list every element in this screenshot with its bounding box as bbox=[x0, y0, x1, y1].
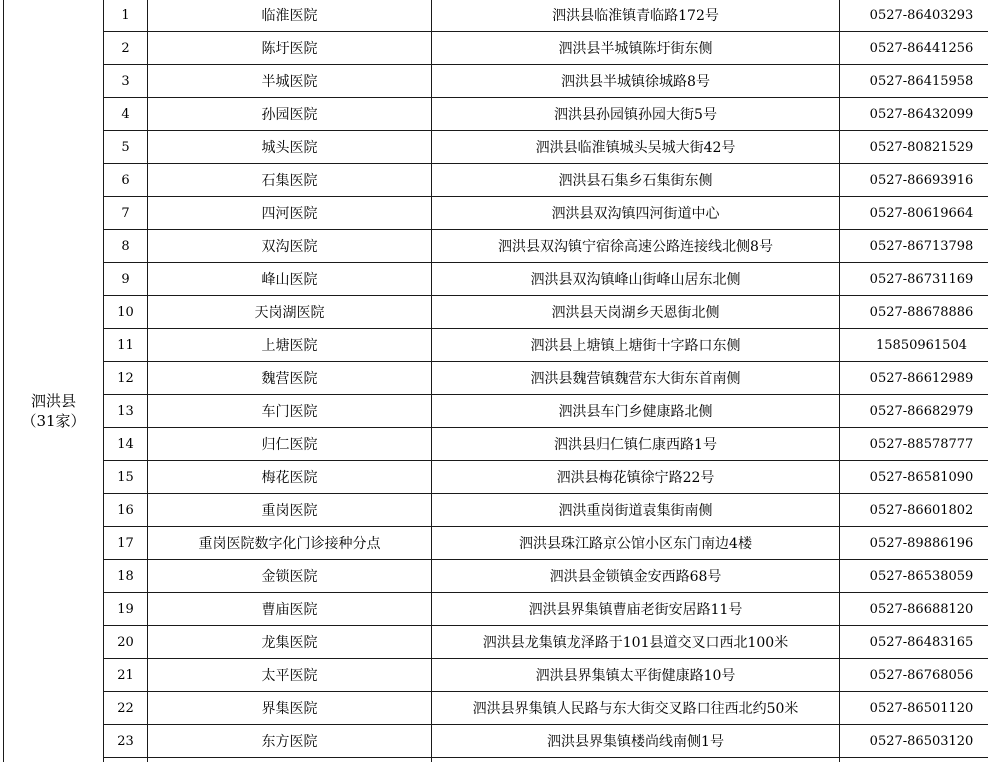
hospital-phone-cell[interactable]: 0527-86415958 bbox=[840, 65, 988, 98]
table-row bbox=[4, 296, 988, 329]
row-number-cell[interactable]: 4 bbox=[104, 98, 148, 131]
hospital-address-cell[interactable]: 泗洪县界集镇人民路与东大街交叉路口往西北约50米 bbox=[432, 692, 840, 725]
row-number-cell[interactable]: 3 bbox=[104, 65, 148, 98]
hospital-address-cell[interactable]: 泗洪县临淮镇青临路172号 bbox=[432, 0, 840, 32]
hospital-name-cell[interactable]: 临淮医院 bbox=[148, 0, 432, 32]
hospital-phone-cell[interactable]: 0527-86768056 bbox=[840, 659, 988, 692]
row-number-cell[interactable]: 13 bbox=[104, 395, 148, 428]
hospital-address-cell[interactable]: 泗洪县金锁镇金安西路68号 bbox=[432, 560, 840, 593]
row-number-cell[interactable]: 11 bbox=[104, 329, 148, 362]
hospital-name-cell[interactable]: 天岗湖医院 bbox=[148, 296, 432, 329]
empty-cell[interactable] bbox=[104, 758, 148, 762]
hospital-name-cell[interactable]: 车门医院 bbox=[148, 395, 432, 428]
table-row bbox=[4, 626, 988, 659]
empty-row bbox=[4, 758, 988, 762]
hospital-phone-cell[interactable]: 0527-86688120 bbox=[840, 593, 988, 626]
hospital-name-cell[interactable]: 重岗医院数字化门诊接种分点 bbox=[148, 527, 432, 560]
table-row bbox=[4, 428, 988, 461]
row-number-cell[interactable]: 5 bbox=[104, 131, 148, 164]
row-number-cell[interactable]: 21 bbox=[104, 659, 148, 692]
row-number-cell[interactable]: 2 bbox=[104, 32, 148, 65]
hospital-phone-cell[interactable]: 0527-80619664 bbox=[840, 197, 988, 230]
hospital-address-cell[interactable]: 泗洪县半城镇陈圩街东侧 bbox=[432, 32, 840, 65]
hospital-address-cell[interactable]: 泗洪县临淮镇城头吴城大街42号 bbox=[432, 131, 840, 164]
hospital-name-cell[interactable]: 双沟医院 bbox=[148, 230, 432, 263]
hospital-name-cell[interactable]: 陈圩医院 bbox=[148, 32, 432, 65]
hospital-address-cell[interactable]: 泗洪县半城镇徐城路8号 bbox=[432, 65, 840, 98]
table-row bbox=[4, 263, 988, 296]
hospital-phone-cell[interactable]: 0527-86581090 bbox=[840, 461, 988, 494]
hospital-phone-cell[interactable]: 0527-86601802 bbox=[840, 494, 988, 527]
hospital-phone-cell[interactable]: 0527-89886196 bbox=[840, 527, 988, 560]
empty-cell[interactable] bbox=[148, 758, 432, 762]
hospital-address-cell[interactable]: 泗洪县车门乡健康路北侧 bbox=[432, 395, 840, 428]
row-number-cell[interactable]: 22 bbox=[104, 692, 148, 725]
hospital-phone-cell[interactable]: 15850961504 bbox=[840, 329, 988, 362]
table-row bbox=[4, 461, 988, 494]
hospital-address-cell[interactable]: 泗洪县归仁镇仁康西路1号 bbox=[432, 428, 840, 461]
table-row bbox=[4, 98, 988, 131]
table-row bbox=[4, 65, 988, 98]
row-number-cell[interactable]: 9 bbox=[104, 263, 148, 296]
hospital-phone-cell[interactable]: 0527-86682979 bbox=[840, 395, 988, 428]
table-row bbox=[4, 230, 988, 263]
hospital-address-cell[interactable]: 泗洪县上塘镇上塘街十字路口东侧 bbox=[432, 329, 840, 362]
hospital-name-cell[interactable]: 界集医院 bbox=[148, 692, 432, 725]
hospital-name-cell[interactable]: 归仁医院 bbox=[148, 428, 432, 461]
hospital-phone-cell[interactable]: 0527-88678886 bbox=[840, 296, 988, 329]
hospital-name-cell[interactable]: 四河医院 bbox=[148, 197, 432, 230]
county-cell[interactable] bbox=[4, 0, 104, 762]
hospital-name-cell[interactable]: 龙集医院 bbox=[148, 626, 432, 659]
table-row bbox=[4, 593, 988, 626]
hospital-phone-cell[interactable]: 0527-86501120 bbox=[840, 692, 988, 725]
hospital-address-cell[interactable]: 泗洪县珠江路京公馆小区东门南边4楼 bbox=[432, 527, 840, 560]
county-name: 泗洪县 bbox=[30, 392, 76, 410]
hospital-phone-cell[interactable]: 0527-86612989 bbox=[840, 362, 988, 395]
table-row bbox=[4, 0, 988, 32]
table-row bbox=[4, 197, 988, 230]
hospital-name-cell[interactable]: 城头医院 bbox=[148, 131, 432, 164]
hospital-address-cell[interactable]: 泗洪县魏营镇魏营东大街东首南侧 bbox=[432, 362, 840, 395]
table-body bbox=[4, 0, 988, 762]
hospital-address-cell[interactable]: 泗洪县孙园镇孙园大街5号 bbox=[432, 98, 840, 131]
row-number-cell[interactable]: 1 bbox=[104, 0, 148, 32]
hospital-name-cell[interactable]: 孙园医院 bbox=[148, 98, 432, 131]
hospital-name-cell[interactable]: 峰山医院 bbox=[148, 263, 432, 296]
county-count: （31家） bbox=[21, 412, 86, 430]
hospital-address-cell[interactable]: 泗洪县天岗湖乡天恩街北侧 bbox=[432, 296, 840, 329]
hospital-name-cell[interactable]: 曹庙医院 bbox=[148, 593, 432, 626]
row-number-cell[interactable]: 23 bbox=[104, 725, 148, 758]
hospital-address-cell[interactable]: 泗洪县界集镇楼尚线南侧1号 bbox=[432, 725, 840, 758]
table-row bbox=[4, 659, 988, 692]
empty-cell[interactable] bbox=[840, 758, 988, 762]
hospital-phone-cell[interactable]: 0527-86483165 bbox=[840, 626, 988, 659]
row-number-cell[interactable]: 15 bbox=[104, 461, 148, 494]
table-row bbox=[4, 164, 988, 197]
hospital-name-cell[interactable]: 魏营医院 bbox=[148, 362, 432, 395]
row-number-cell[interactable]: 7 bbox=[104, 197, 148, 230]
row-number-cell[interactable]: 17 bbox=[104, 527, 148, 560]
hospital-name-cell[interactable]: 东方医院 bbox=[148, 725, 432, 758]
hospital-table bbox=[3, 0, 988, 762]
row-number-cell[interactable]: 6 bbox=[104, 164, 148, 197]
hospital-name-cell[interactable]: 重岗医院 bbox=[148, 494, 432, 527]
hospital-phone-cell[interactable]: 0527-86503120 bbox=[840, 725, 988, 758]
table-row bbox=[4, 395, 988, 428]
hospital-address-cell[interactable]: 泗洪县双沟镇峰山街峰山居东北侧 bbox=[432, 263, 840, 296]
table-row bbox=[4, 494, 988, 527]
hospital-phone-cell[interactable]: 0527-86538059 bbox=[840, 560, 988, 593]
hospital-phone-cell[interactable]: 0527-86693916 bbox=[840, 164, 988, 197]
hospital-address-cell[interactable]: 泗洪重岗街道袁集街南侧 bbox=[432, 494, 840, 527]
hospital-address-cell[interactable]: 泗洪县龙集镇龙泽路于101县道交叉口西北100米 bbox=[432, 626, 840, 659]
hospital-phone-cell[interactable]: 0527-86731169 bbox=[840, 263, 988, 296]
table-row bbox=[4, 32, 988, 65]
row-number-cell[interactable]: 19 bbox=[104, 593, 148, 626]
hospital-address-cell[interactable]: 泗洪县石集乡石集街东侧 bbox=[432, 164, 840, 197]
hospital-name-cell[interactable]: 太平医院 bbox=[148, 659, 432, 692]
hospital-name-cell[interactable]: 半城医院 bbox=[148, 65, 432, 98]
hospital-address-cell[interactable]: 泗洪县双沟镇宁宿徐高速公路连接线北侧8号 bbox=[432, 230, 840, 263]
row-number-cell[interactable]: 18 bbox=[104, 560, 148, 593]
empty-cell[interactable] bbox=[432, 758, 840, 762]
hospital-name-cell[interactable]: 梅花医院 bbox=[148, 461, 432, 494]
row-number-cell[interactable]: 14 bbox=[104, 428, 148, 461]
table-row bbox=[4, 725, 988, 758]
table-row bbox=[4, 131, 988, 164]
hospital-phone-cell[interactable]: 0527-86441256 bbox=[840, 32, 988, 65]
hospital-address-cell[interactable]: 泗洪县双沟镇四河街道中心 bbox=[432, 197, 840, 230]
row-number-cell[interactable]: 20 bbox=[104, 626, 148, 659]
table-row bbox=[4, 527, 988, 560]
hospital-phone-cell[interactable]: 0527-80821529 bbox=[840, 131, 988, 164]
table-row bbox=[4, 362, 988, 395]
row-number-cell[interactable]: 10 bbox=[104, 296, 148, 329]
hospital-name-cell[interactable]: 上塘医院 bbox=[148, 329, 432, 362]
table-row bbox=[4, 329, 988, 362]
hospital-phone-cell[interactable]: 0527-86713798 bbox=[840, 230, 988, 263]
hospital-name-cell[interactable]: 石集医院 bbox=[148, 164, 432, 197]
row-number-cell[interactable]: 12 bbox=[104, 362, 148, 395]
table-row bbox=[4, 560, 988, 593]
hospital-phone-cell[interactable]: 0527-86432099 bbox=[840, 98, 988, 131]
hospital-phone-cell[interactable]: 0527-86403293 bbox=[840, 0, 988, 32]
row-number-cell[interactable]: 8 bbox=[104, 230, 148, 263]
hospital-phone-cell[interactable]: 0527-88578777 bbox=[840, 428, 988, 461]
hospital-address-cell[interactable]: 泗洪县界集镇曹庙老街安居路11号 bbox=[432, 593, 840, 626]
hospital-name-cell[interactable]: 金锁医院 bbox=[148, 560, 432, 593]
hospital-address-cell[interactable]: 泗洪县界集镇太平街健康路10号 bbox=[432, 659, 840, 692]
hospital-address-cell[interactable]: 泗洪县梅花镇徐宁路22号 bbox=[432, 461, 840, 494]
table-row bbox=[4, 692, 988, 725]
row-number-cell[interactable]: 16 bbox=[104, 494, 148, 527]
